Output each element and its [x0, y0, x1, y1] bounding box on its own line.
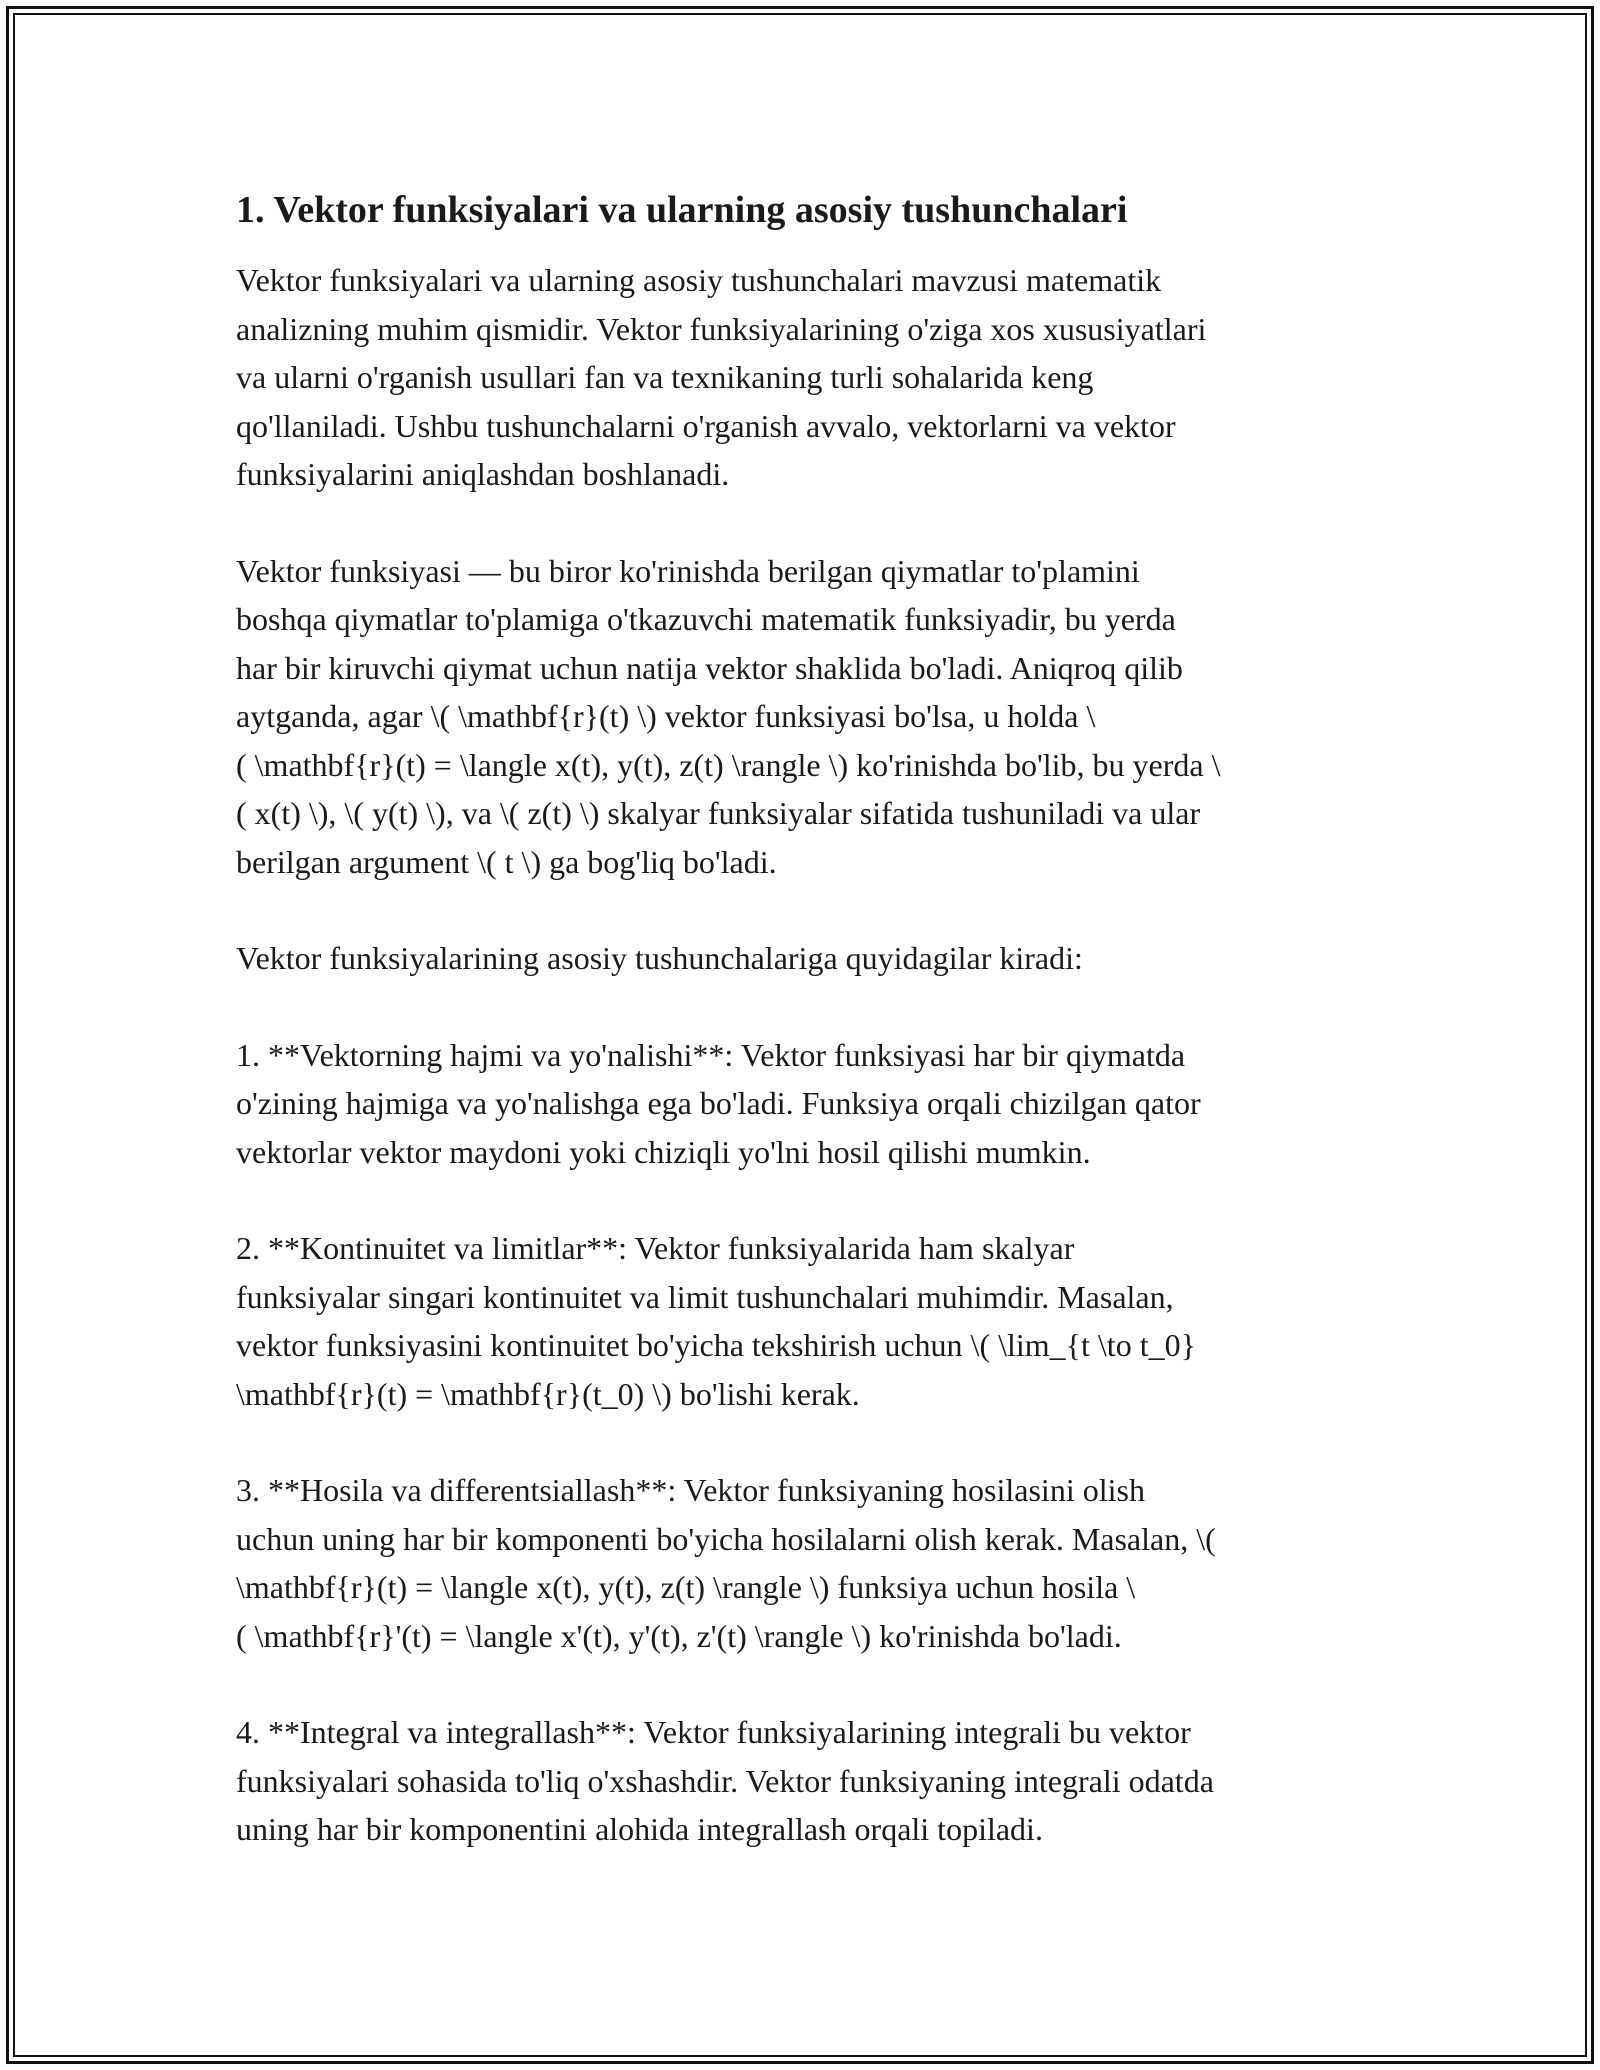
list-item-3: 3. **Hosila va differentsiallash**: Vektor funksiyaning hosilasini olish uchun uning har bir komponenti bo'yicha hosilalarni olish kerak. Masalan, \( \mathbf{r}(t) = \langle x(t), y(t), z(t) \rangle \) funksiya uchun hosila \ ( \mathbf{r}'(t) = \langle x'(t), y'(t), z'(t) \rangle \) ko'rinishda bo'ladi.: [236, 1472, 1216, 1654]
list-item-2: 2. **Kontinuitet va limitlar**: Vektor funksiyalarida ham skalyar funksiyalar singari kontinuitet va limit tushunchalari muhimdir. Masalan, vektor funksiyasini kontinuitet bo'yicha tekshirish uchun \( \lim_{t \to t_0} \mathbf{r}(t) = \mathbf{r}(t_0) \) bo'lishi kerak.: [236, 1230, 1196, 1412]
paragraph-intro: Vektor funksiyalari va ularning asosiy tushunchalari mavzusi matematik analizning muhim qismidir. Vektor funksiyalarining o'ziga xos xususiyatlari va ularni o'rganish usullari fan va texnikaning turli sohalarida keng qo'llaniladi. Ushbu tushunchalarni o'rganish avvalo, vektorlarni va vektor funksiyalarini aniqlashdan boshlanadi.: [236, 262, 1207, 492]
paragraph-list-intro: Vektor funksiyalarining asosiy tushunchalariga quyidagilar kiradi:: [236, 940, 1083, 976]
section-heading: 1. Vektor funksiyalari va ularning asosiy tushunchalari: [236, 189, 1128, 231]
list-item-4: 4. **Integral va integrallash**: Vektor funksiyalarining integrali bu vektor funksiyalari sohasida to'liq o'xshashdir. Vektor funksiyaning integrali odatda uning har bir komponentini alohida integrallash orqali topiladi.: [236, 1714, 1214, 1847]
document-body: [236, 186, 1376, 1902]
list-item-1: 1. **Vektorning hajmi va yo'nalishi**: Vektor funksiyasi har bir qiymatda o'zining hajmiga va yo'nalishga ega bo'ladi. Funksiya orqali chizilgan qator vektorlar vektor maydoni yoki chiziqli yo'lni hosil qilishi mumkin.: [236, 1036, 1201, 1170]
paragraph-definition: Vektor funksiyasi — bu biror ko'rinishda berilgan qiymatlar to'plamini boshqa qiymatlar to'plamiga o'tkazuvchi matematik funksiyadir, bu yerda har bir kiruvchi qiymat uchun natija vektor shaklida bo'ladi. Aniqroq qilib aytganda, agar \( \mathbf{r}(t) \) vektor funksiyasi bo'lsa, u holda \ ( \mathbf{r}(t) = \langle x(t), y(t), z(t) \rangle \) ko'rinishda bo'lib, bu yerda \ ( x(t) \), \( y(t) \), va \( z(t) \) skalyar funksiyalar sifatida tushuniladi va ular berilgan argument \( t \) ga bog'liq bo'ladi.: [236, 552, 1221, 880]
